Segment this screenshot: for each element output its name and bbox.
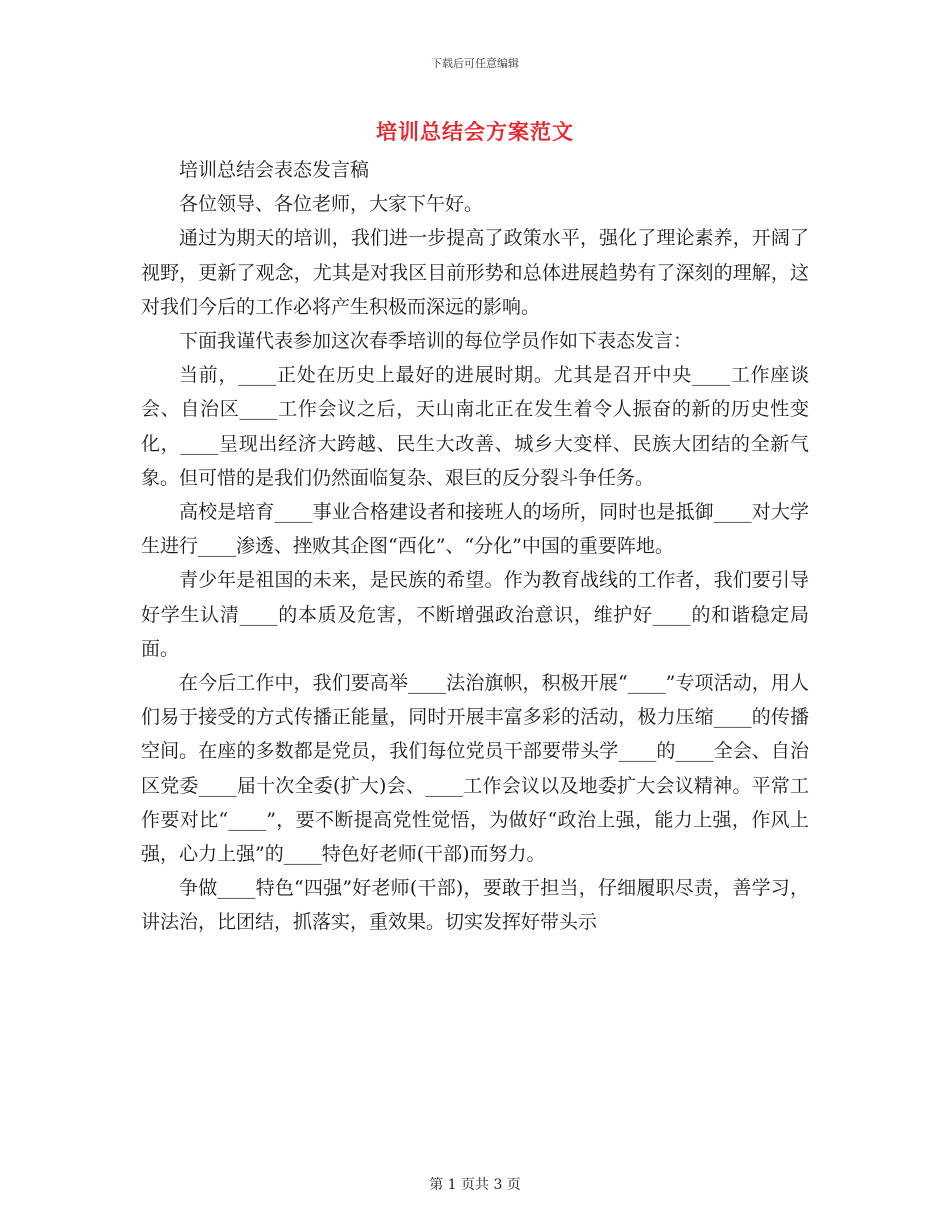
paragraph-greeting: 各位领导、各位老师，大家下午好。: [179, 193, 484, 216]
paragraph: 通过为期天的培训，我们进一步提高了政策水平，强化了理论素养，开阔了视野，更新了观念，尤其是对我区目前形势和总体进展趋势有了深刻的理解，这对我们今后的工作必将产生积极而深远的影响。: [141, 227, 809, 318]
paragraph: 高校是培育____事业合格建设者和接班人的场所，同时也是抵御____对大学生进行____渗透、挫败其企图“西化”、“分化”中国的重要阵地。: [141, 501, 809, 558]
paragraph: 在今后工作中，我们要高举____法治旗帜，积极开展“____”专项活动，用人们易于接受的方式传播正能量，同时开展丰富多彩的活动，极力压缩____的传播空间。在座的多数都是党员，我们每位党员干部要带头学____的____全会、自治区党委____届十次全委(扩大)会、____工作会议以及地委扩大会议精神。平常工作要对比“____”，要不断提高党性觉悟，为做好“政治上强，能力上强，作风上强，心力上强”的____特色好老师(干部)而努力。: [141, 672, 809, 866]
paragraph-heading: 培训总结会表态发言稿: [179, 159, 370, 181]
header-note: 下载后可任意编辑: [431, 57, 519, 70]
page-indicator: 第 1 页共 3 页: [429, 1177, 521, 1193]
paragraph: 争做____特色“四强”好老师(干部)，要敢于担当，仔细履职尽责，善学习，讲法治，比团结，抓落实，重效果。切实发挥好带头示: [141, 877, 809, 934]
document-body: [141, 153, 809, 940]
paragraph: 青少年是祖国的未来，是民族的希望。作为教育战线的工作者，我们要引导好学生认清____的本质及危害，不断增强政治意识，维护好____的和谐稳定局面。: [141, 569, 809, 660]
paragraph: 下面我谨代表参加这次春季培训的每位学员作如下表态发言：: [179, 330, 693, 353]
document-title: 培训总结会方案范文: [376, 119, 574, 144]
paragraph: 当前，____正处在历史上最好的进展时期。尤其是召开中央____工作座谈会、自治区____工作会议之后，天山南北正在发生着令人振奋的新的历史性变化，____呈现出经济大跨越、民生大改善、城乡大变样、民族大团结的全新气象。但可惜的是我们仍然面临复杂、艰巨的反分裂斗争任务。: [141, 364, 809, 489]
